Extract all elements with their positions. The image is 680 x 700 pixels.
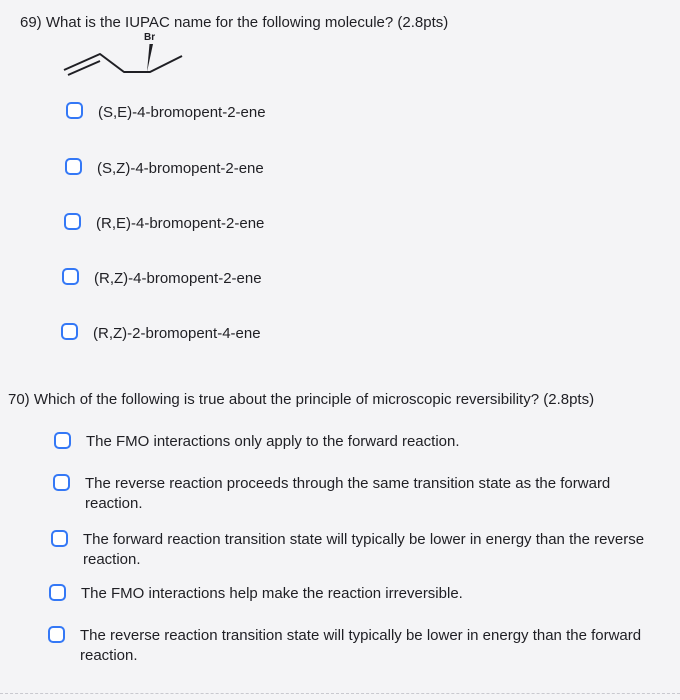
radio-button[interactable] (66, 102, 83, 119)
page-divider (0, 693, 680, 694)
radio-button[interactable] (64, 213, 81, 230)
radio-button[interactable] (65, 158, 82, 175)
option-label: (R,E)-4-bromopent-2-ene (96, 215, 265, 232)
radio-button[interactable] (62, 268, 79, 285)
question-69-title: 69) What is the IUPAC name for the following molecule? (2.8pts) (20, 14, 449, 31)
radio-button[interactable] (61, 323, 78, 340)
option-label: The reverse reaction proceeds through the same transition state as the forward reaction. (85, 475, 611, 512)
option-label: (R,Z)-4-bromopent-2-ene (94, 270, 262, 287)
option-label: (S,E)-4-bromopent-2-ene (98, 104, 266, 121)
option-label: The reverse reaction transition state will typically be lower in energy than the forward reaction. (80, 627, 642, 664)
bromine-label: Br (144, 32, 156, 43)
radio-button[interactable] (48, 626, 65, 643)
option-label: (R,Z)-2-bromopent-4-ene (93, 325, 261, 342)
option-label: The FMO interactions only apply to the forward reaction. (86, 433, 460, 450)
option-label: (S,Z)-4-bromopent-2-ene (97, 160, 264, 177)
option-label: The FMO interactions help make the reaction irreversible. (81, 585, 463, 602)
question-70-title: 70) Which of the following is true about the principle of microscopic reversibility? (2.8pts) (8, 391, 595, 408)
radio-button[interactable] (53, 474, 70, 491)
radio-button[interactable] (54, 432, 71, 449)
option-label: The forward reaction transition state will typically be lower in energy than the reverse reaction. (83, 531, 645, 568)
radio-button[interactable] (49, 584, 66, 601)
radio-button[interactable] (51, 530, 68, 547)
molecule-structure (58, 26, 198, 86)
